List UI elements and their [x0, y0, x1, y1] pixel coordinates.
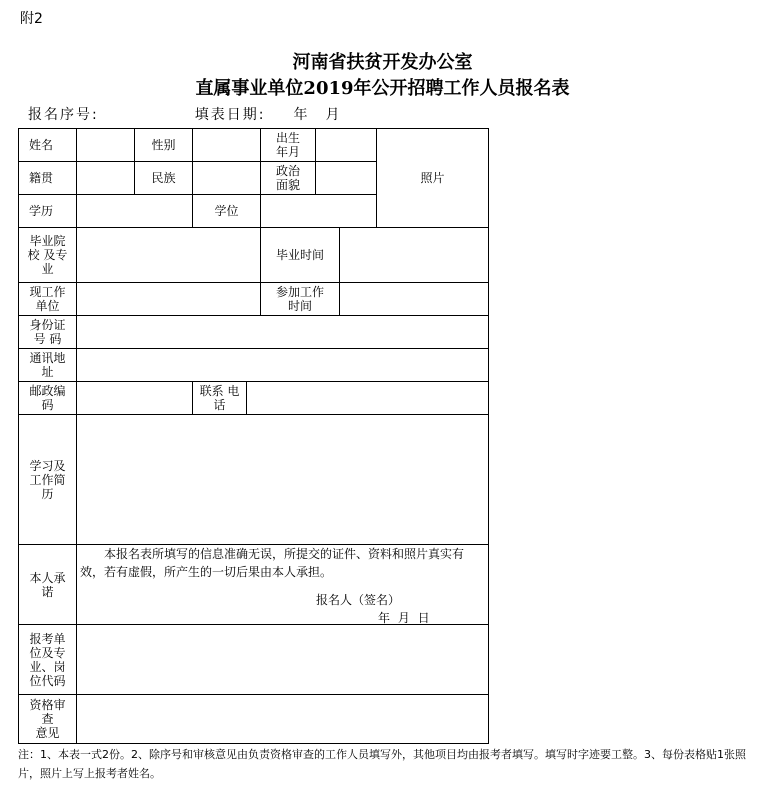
resume-input-cell[interactable]: [76, 414, 489, 545]
work-unit-input-cell[interactable]: [76, 282, 261, 316]
native-place-label: 籍贯: [29, 171, 54, 185]
work-unit-label-cell: [18, 282, 77, 316]
pledge-text: 本报名表所填写的信息准确无误，所提交的证件、资料和照片真实有效，若有虚假，所产生的一切后果由本人承担。: [80, 547, 465, 579]
resume-label-line3: 历: [41, 486, 54, 501]
school-label-cell: [18, 227, 77, 283]
work-unit-label-line1: 现工作: [29, 285, 66, 299]
degree-label-cell: [192, 194, 261, 228]
join-work-input-cell[interactable]: [339, 282, 489, 316]
id-number-input-cell[interactable]: [76, 315, 489, 349]
education-label-cell: [18, 194, 77, 228]
join-work-label-line2: 时间: [287, 299, 312, 313]
pledge-date-label[interactable]: 年 月 日: [378, 611, 430, 625]
resume-label-line1: 学习及: [29, 458, 66, 473]
phone-label-line2: 话: [213, 398, 226, 412]
grad-time-input-cell[interactable]: [339, 227, 489, 283]
native-place-label-cell: [18, 161, 77, 195]
phone-input-cell[interactable]: [246, 381, 489, 415]
school-input-cell[interactable]: [76, 227, 261, 283]
postcode-label-line1: 邮政编: [29, 384, 66, 398]
review-opinion-label-cell: [18, 694, 77, 744]
fill-year-label: 年: [293, 107, 310, 123]
politics-label-line2: 面貌: [275, 178, 300, 192]
photo-label: 照片: [420, 171, 445, 185]
form-info-row: [28, 104, 341, 124]
degree-label: 学位: [214, 204, 239, 218]
apply-position-input-cell[interactable]: [76, 624, 489, 695]
review-opinion-label-line1: 资格审: [29, 698, 66, 712]
politics-input-cell[interactable]: [315, 161, 377, 195]
work-unit-label-line2: 单位: [35, 299, 60, 313]
politics-label-line1: 政治: [275, 164, 300, 178]
native-place-input-cell[interactable]: [76, 161, 135, 195]
pledge-label-cell: [18, 544, 77, 625]
resume-label-line2: 工作简: [29, 472, 66, 487]
birth-label-line2: 年月: [275, 145, 300, 159]
gender-label: 性别: [151, 138, 176, 152]
school-label-line3: 业: [41, 262, 54, 276]
pledge-label-line1: 本人承: [29, 570, 66, 585]
name-input-cell[interactable]: [76, 128, 135, 162]
gender-input-cell[interactable]: [192, 128, 261, 162]
grad-time-label-cell: [260, 227, 340, 283]
fill-month-label: 月: [325, 107, 342, 123]
school-label-line2: 校 及专: [27, 248, 68, 262]
join-work-label-line1: 参加工作: [275, 285, 324, 299]
apply-position-label-line4: 位代码: [29, 673, 66, 688]
phone-label-cell: [192, 381, 247, 415]
address-label-cell: [18, 348, 77, 382]
apply-position-label-line2: 位及专: [29, 645, 66, 660]
photo-cell[interactable]: [376, 128, 489, 228]
form-title-line2: 直属事业单位2019年公开招聘工作人员报名表: [195, 78, 570, 99]
fill-date-label: 填表日期:: [194, 107, 266, 123]
address-label-line1: 通讯地: [29, 351, 66, 365]
ethnicity-input-cell[interactable]: [192, 161, 261, 195]
serial-number-label: 报名序号:: [28, 107, 99, 123]
review-opinion-label-line2: 查: [41, 712, 54, 726]
education-input-cell[interactable]: [76, 194, 193, 228]
address-label-line2: 址: [41, 365, 54, 379]
postcode-input-cell[interactable]: [76, 381, 193, 415]
footnote: 注：1、本表一式2份。2、除序号和审核意见由负责资格审查的工作人员填写外，其他项目均由报考者填写。填写时字迹要工整。3、每份表格贴1张照片，照片上写上报考者姓名。: [18, 748, 746, 780]
postcode-label-line2: 码: [41, 398, 54, 412]
name-label: 姓名: [29, 138, 54, 152]
education-label: 学历: [29, 204, 54, 218]
resume-label-cell: [18, 414, 77, 545]
apply-position-label-line3: 业、岗: [29, 659, 66, 674]
pledge-label-line2: 诺: [41, 584, 54, 599]
school-label-line1: 毕业院: [29, 234, 66, 248]
birth-label-cell: [260, 128, 316, 162]
id-number-label-line1: 身份证: [29, 318, 66, 332]
ethnicity-label: 民族: [151, 171, 176, 185]
birth-label-line1: 出生: [275, 131, 300, 145]
review-opinion-input-cell[interactable]: [76, 694, 489, 744]
birth-input-cell[interactable]: [315, 128, 377, 162]
degree-input-cell[interactable]: [260, 194, 377, 228]
form-title-line1: 河南省扶贫开发办公室: [292, 52, 473, 73]
apply-position-label-cell: [18, 624, 77, 695]
id-number-label-cell: [18, 315, 77, 349]
phone-label-line1: 联系 电: [199, 384, 240, 398]
apply-position-label-line1: 报考单: [29, 631, 66, 646]
pledge-signature-label[interactable]: 报名人（签名）: [316, 593, 401, 607]
politics-label-cell: [260, 161, 316, 195]
gender-label-cell: [134, 128, 193, 162]
join-work-label-cell: [260, 282, 340, 316]
name-label-cell: [18, 128, 77, 162]
review-opinion-label-line3: 意见: [35, 726, 60, 740]
address-input-cell[interactable]: [76, 348, 489, 382]
grad-time-label: 毕业时间: [275, 248, 324, 262]
attachment-label: 附2: [20, 11, 43, 27]
postcode-label-cell: [18, 381, 77, 415]
ethnicity-label-cell: [134, 161, 193, 195]
id-number-label-line2: 号 码: [33, 332, 62, 346]
